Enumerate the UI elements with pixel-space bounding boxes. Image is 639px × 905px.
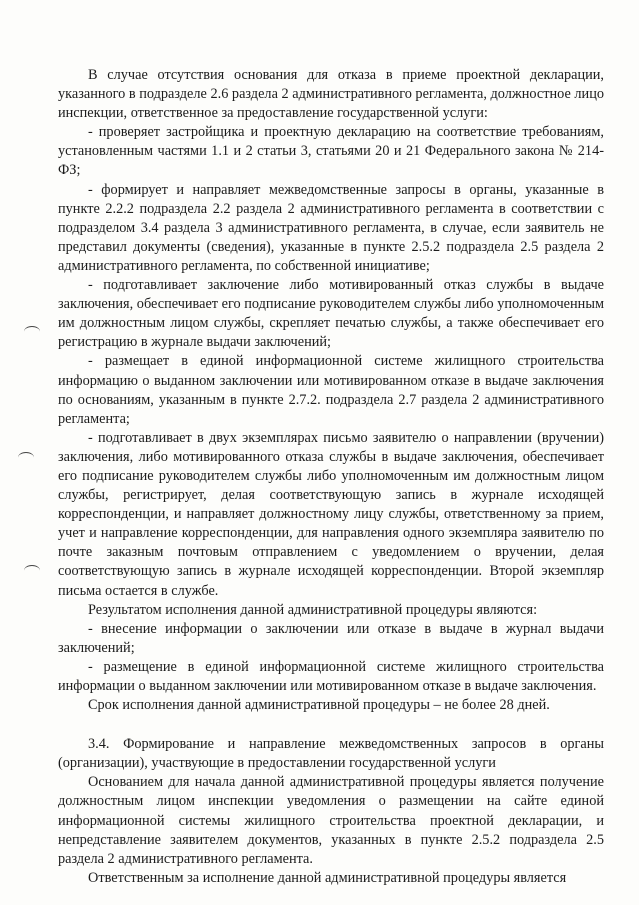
list-item: - размещение в единой информационной системе жилищного строительства информации о выданном заключении или мотивированном отказе в выдаче заключения. [58,658,604,694]
paragraph: Основанием для начала данной административной процедуры является получение должностным лицом инспекции уведомления о размещении на сайте единой информационной системы жилищного строительства проектной декларации, и непредставление заявителем документов, указанных в пункте 2.5.2 подраздела 2.5 раздела 2 административного регламента. [58,774,604,867]
list-item: - размещает в единой информационной системе жилищного строительства информацию о выданном заключении или мотивированном отказе в выдаче заключения по основаниям, указанным в пункте 2.7.2. подраздела 2.7 раздела 2 административного регламента; [58,353,604,427]
scan-artifact-mark [24,326,40,337]
paragraph: Срок исполнения данной административной процедуры – не более 28 дней. [88,697,550,714]
list-item: - формирует и направляет межведомственные запросы в органы, указанные в пункте 2.2.2 подраздела 2.2 раздела 2 административного регламента в соответствии с подразделом 3.4 раздела 3 административного регламента, в случае, если заявитель не представил документы (сведения), указанные в пункте 2.5.2 подраздела 2.5 раздела 2 административного регламента, по собственной инициативе; [58,181,604,274]
scan-artifact-mark [24,565,40,576]
list-item: - подготавливает в двух экземплярах письмо заявителю о направлении (вручении) заключения, либо мотивированного отказа службы в выдаче заключения, обеспечивает его подписание руководителем службы либо уполномоченным им должностным лицом службы, регистрирует, делая соответствующую запись в журнале исходящей корреспонденции, и направляет должностному лицу службы, ответственному за прием, учет и направление корреспонденции, для направления одного экземпляра заявителю по почте заказным почтовым отправлением с уведомлением о вручении, делая соответствующую запись в журнале исходящей корреспонденции. Второй экземпляр письма остается в службе. [58,429,604,599]
list-item: - проверяет застройщика и проектную декларацию на соответствие требованиям, установленным частями 1.1 и 2 статьи 3, статьями 20 и 21 Федерального закона № 214-ФЗ; [58,124,604,179]
section-heading: 3.4. Формирование и направление межведомственных запросов в органы (организации), участвующие в предоставлении государственной услуги [58,736,604,772]
paragraph: Результатом исполнения данной административной процедуры являются: [88,601,538,618]
paragraph: В случае отсутствия основания для отказа в приеме проектной декларации, указанного в подразделе 2.6 раздела 2 административного регламента, должностное лицо инспекции, ответственное за предоставление государственной услуги: [58,67,604,122]
scan-artifact-mark [18,452,34,463]
list-item: - подготавливает заключение либо мотивированный отказ службы в выдаче заключения, обеспечивает его подписание руководителем службы либо уполномоченным им должностным лицом службы, скрепляет печатью службы, а также обеспечивает его регистрацию в журнале выдачи заключений; [58,277,604,351]
list-item: - внесение информации о заключении или отказе в выдаче в журнал выдачи заключений; [58,620,604,656]
document-body [58,66,604,888]
paragraph: Ответственным за исполнение данной административной процедуры является [88,869,567,886]
